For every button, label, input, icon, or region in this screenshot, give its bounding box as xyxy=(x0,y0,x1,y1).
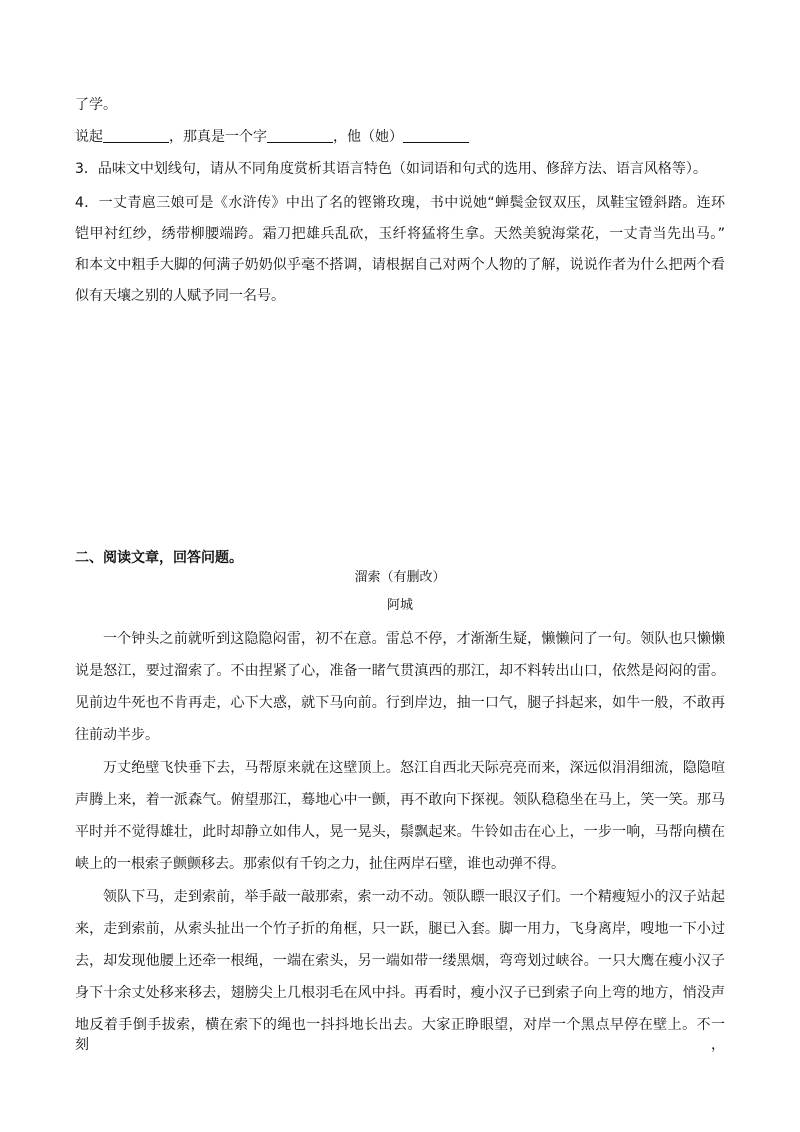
question-3: 3．品味文中划线句，请从不同角度赏析其语言特色（如词语和句式的选用、修辞方法、语言风格等）。 xyxy=(75,161,707,177)
paragraph-line: 峡上的一根索子颤颤移去。那索似有千钧之力，扯住两岸石壁，谁也动弹不得。 xyxy=(75,856,565,872)
paragraph-line: 万丈绝壁飞快垂下去，马帮原来就在这壁顶上。怒江自西北天际亮亮而来，深远似涓涓细流，隐隐喧 xyxy=(103,760,725,776)
article-title: 溜索（有删改） xyxy=(354,570,446,585)
question-4-line: 似有天壤之别的人赋予同一名号。 xyxy=(75,288,285,304)
blank-middle: ，那真是一个字 xyxy=(169,129,267,145)
paragraph-line: 地反着手倒手拔索，横在索下的绳也一抖抖地长出去。大家正睁眼望，对岸一个黑点早停在壁上。不一刻， xyxy=(75,1017,725,1053)
paragraph-line: 一个钟头之前就听到这隐隐闷雷，初不在意。雷总不停，才渐渐生疑，懒懒问了一句。领队也只懒懒 xyxy=(103,631,725,647)
answer-blank-2[interactable] xyxy=(267,128,333,143)
paragraph-line: 见前边牛死也不肯再走，心下大惑，就下马向前。行到岸边，抽一口气，腿子抖起来，如牛一般，不敢再 xyxy=(75,695,725,711)
blank-suffix: ，他（她） xyxy=(333,129,403,145)
article-author: 阿城 xyxy=(386,598,413,613)
question-4-line: 铠甲衬红纱，绣带柳腰端跨。霜刀把雄兵乱砍，玉纤将猛将生拿。天然美貌海棠花，一丈青当先出马。” xyxy=(75,226,725,242)
blank-prefix: 说起 xyxy=(75,129,103,145)
paragraph-line: 平时并不觉得雄壮，此时却静立如伟人，晃一晃头，鬃飘起来。牛铃如击在心上，一步一响，马帮向横在 xyxy=(75,824,725,840)
paragraph-line: 去，却发现他腰上还牵一根绳，一端在索头，另一端如带一缕黑烟，弯弯划过峡谷。一只大鹰在瘦小汉子 xyxy=(75,953,725,969)
paragraph-line: 声腾上来，着一派森气。俯望那江，蓦地心中一颤，再不敢向下探视。领队稳稳坐在马上，笑一笑。那马 xyxy=(75,792,725,808)
section-heading: 二、阅读文章，回答问题。 xyxy=(75,550,243,566)
paragraph-line: 领队下马，走到索前，举手敲一敲那索，索一动不动。领队瞟一眼汉子们。一个精瘦短小的汉子站起 xyxy=(103,889,725,905)
paragraph-line: 说是怒江，要过溜索了。不由捏紧了心，准备一睹气贯滇西的那江，却不料转出山口，依然是闷闷的雷。 xyxy=(75,663,725,679)
fill-in-blank-line xyxy=(75,127,725,147)
answer-blank-3[interactable] xyxy=(403,128,469,143)
question-4-line: 和本文中粗手大脚的何满子奶奶似乎毫不搭调，请根据自己对两个人物的了解，说说作者为什么把两个看 xyxy=(75,257,725,273)
answer-blank-1[interactable] xyxy=(103,128,169,143)
text-line: 了学。 xyxy=(75,97,117,113)
question-4-line: 4．一丈青扈三娘可是《水浒传》中出了名的铿锵玫瑰，书中说她“蝉鬓金钗双压，凤鞋宝镫斜踏。连环 xyxy=(75,195,725,211)
paragraph-line: 来，走到索前，从索头扯出一个竹子折的角框，只一跃，腿已入套。脚一用力，飞身离岸，嗖地一下小过 xyxy=(75,921,725,937)
paragraph-line: 身下十余丈处移来移去，翅膀尖上几根羽毛在风中抖。再看时，瘦小汉子已到索子向上弯的地方，悄没声 xyxy=(75,985,725,1001)
paragraph-line: 往前动半步。 xyxy=(75,727,159,743)
